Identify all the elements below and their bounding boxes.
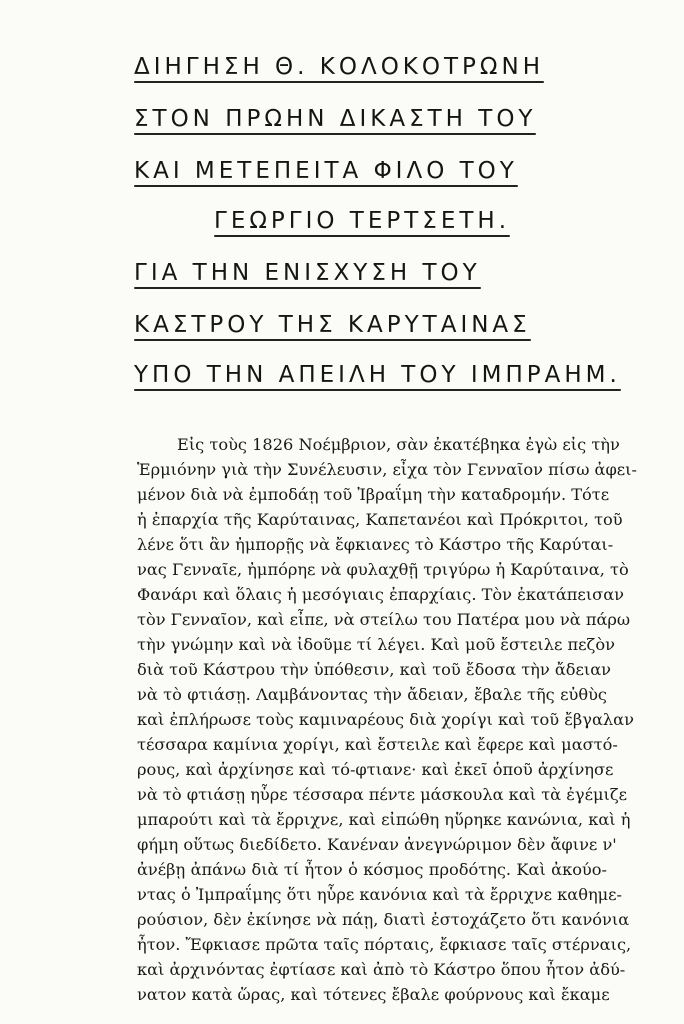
body-line: ἀνέβῃ ἀπάνω διὰ τί ἦτον ὁ κόσμος προδότης. Καὶ ἀκούο- <box>137 860 607 879</box>
title-line-7-text: ΥΠΟ ΤΗΝ ΑΠΕΙΛΗ ΤΟΥ ΙΜΠΡΑΗΜ. <box>134 362 621 388</box>
title-line-6 <box>134 312 531 338</box>
title-line-2 <box>134 106 536 132</box>
body-line: τέσσαρα καμίνια χορίγι, καὶ ἔστειλε καὶ ἔφερε καὶ μαστό- <box>137 735 618 754</box>
title-line-5-underline <box>134 287 481 289</box>
body-line: ρούσιον, δὲν ἐκίνησε νὰ πάῃ, διατὶ ἐστοχάζετο ὅτι κανόνια <box>137 910 630 929</box>
body-paragraph <box>137 432 638 1007</box>
title-line-3-text: ΚΑΙ ΜΕΤΕΠΕΙΤΑ ΦΙΛΟ ΤΟΥ <box>134 158 518 184</box>
title-line-2-text: ΣΤΟΝ ΠΡΩΗΝ ΔΙΚΑΣΤΗ ΤΟΥ <box>134 106 537 132</box>
body-line: διὰ τοῦ Κάστρου τὴν ὑπόθεσιν, καὶ τοῦ ἔδοσα τὴν ἄδειαν <box>137 660 612 679</box>
body-line: λένε ὅτι ἂν ἠμπορῇς νὰ ἔφκιανες τὸ Κάστρο τῆς Καρύται- <box>137 535 614 554</box>
title-line-4-text: ΓΕΩΡΓΙΟ ΤΕΡΤΣΕΤΗ. <box>214 208 511 234</box>
body-line: ἦτον. Ἔφκιασε πρῶτα ταῖς πόρταις, ἔφκιασε ταῖς στέρναις, <box>137 935 632 954</box>
body-line: ἡ ἐπαρχία τῆς Καρύταινας, Καπετανέοι καὶ Πρόκριτοι, τοῦ <box>137 510 623 529</box>
title-line-7 <box>134 362 621 388</box>
body-line: ντας ὁ Ἰμπραΐμης ὅτι ηὗρε κανόνια καὶ τὰ ἔρριχνε καθημε- <box>137 885 623 904</box>
body-line: μπαρούτι καὶ τὰ ἔρριχνε, καὶ εἰπώθη ηὕρηκε κανώνια, καὶ ἡ <box>137 810 631 829</box>
title-line-1-text: ΔΙΗΓΗΣΗ Θ. ΚΟΛΟΚΟΤΡΩΝΗ <box>134 54 544 80</box>
title-line-7-underline <box>134 389 621 391</box>
title-line-3-underline <box>134 185 518 187</box>
title-line-5 <box>134 260 481 286</box>
body-line: καὶ ἀρχινόντας ἐφτίασε καὶ ἀπὸ τὸ Κάστρο ὅπου ἦτον ἀδύ- <box>137 960 626 979</box>
body-line: νὰ τὸ φτιάσῃ ηὗρε τέσσαρα πέντε μάσκουλα καὶ τὰ ἐγέμιζε <box>137 785 628 804</box>
body-line: νας Γενναῖε, ἠμπόρηε νὰ φυλαχθῇ τριγύρω ἡ Καρύταινα, τὸ <box>137 560 629 579</box>
body-line: νὰ τὸ φτιάσῃ. Λαμβάνοντας τὴν ἄδειαν, ἔβαλε τῆς εὐθὺς <box>137 685 607 704</box>
body-line: φήμη οὕτως διεδίδετο. Κανέναν ἀνεγνώριμον δὲν ἄφινε ν' <box>137 835 617 854</box>
title-line-1 <box>134 54 544 80</box>
body-line: Φανάρι καὶ ὅλαις ἡ μεσόγιαις ἐπαρχίαις. Τὸν ἐκατάπεισαν <box>137 585 624 604</box>
body-line: τὸν Γενναῖον, καὶ εἶπε, νὰ στείλω του Πατέρα μου νὰ πάρω <box>137 610 631 629</box>
title-line-3 <box>134 158 518 184</box>
body-line: τὴν γνώμην καὶ νὰ ἰδοῦμε τί λέγει. Καὶ μοῦ ἔστειλε πεζὸν <box>137 635 615 654</box>
body-line: νατον κατὰ ὥρας, καὶ τότενες ἔβαλε φούρνους καὶ ἔκαμε <box>137 985 610 1004</box>
title-line-4 <box>214 208 510 234</box>
body-line: μένον διὰ νὰ ἐμποδάῃ τοῦ Ἰβραΐμη τὴν καταδρομήν. Τότε <box>137 485 610 504</box>
body-line: ρους, καὶ ἀρχίνησε καὶ τό-φτιανε· καὶ ἐκεῖ ὁποῦ ἀρχίνησε <box>137 760 614 779</box>
title-line-2-underline <box>134 133 536 135</box>
body-line: Εἰς τοὺς 1826 Νοέμβριον, σὰν ἐκατέβηκα ἐγὼ εἰς τὴν <box>177 435 620 454</box>
title-line-6-text: ΚΑΣΤΡΟΥ ΤΗΣ ΚΑΡΥΤΑΙΝΑΣ <box>134 312 531 338</box>
title-line-6-underline <box>134 339 531 341</box>
body-line: καὶ ἐπλήρωσε τοὺς καμιναρέους διὰ χορίγι καὶ τοῦ ἔβγαλαν <box>137 710 634 729</box>
title-line-4-underline <box>214 235 510 237</box>
title-line-5-text: ΓΙΑ ΤΗΝ ΕΝΙΣΧΥΣΗ ΤΟΥ <box>134 260 481 286</box>
title-line-1-underline <box>134 81 544 83</box>
body-line: Ἑρμιόνην γιὰ τὴν Συνέλευσιν, εἶχα τὸν Γενναῖον πίσω ἀφει- <box>137 460 638 479</box>
